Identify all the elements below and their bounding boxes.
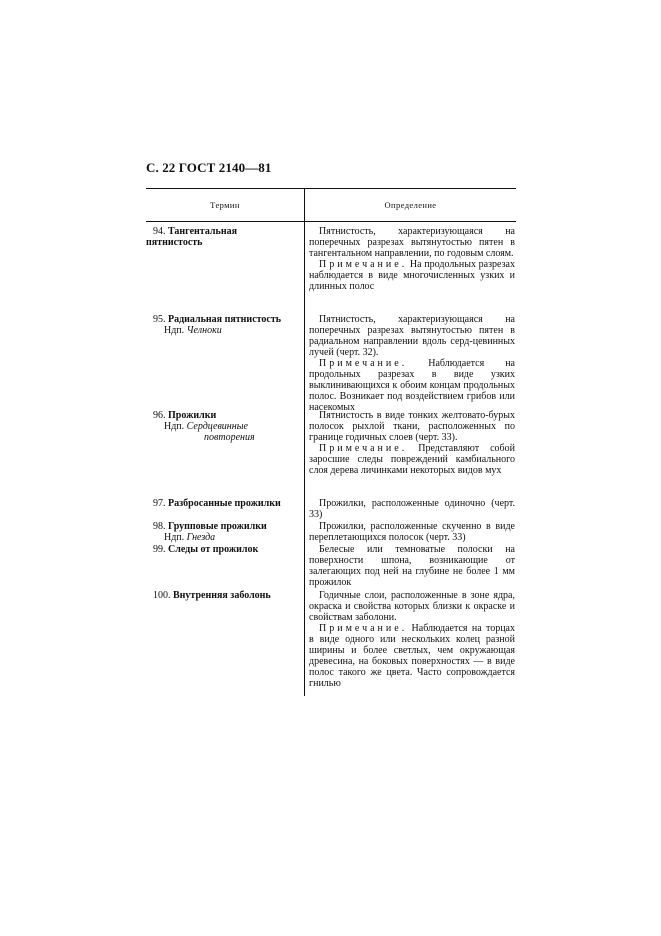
definition-cell: [309, 498, 515, 520]
note-label: Примечание.: [319, 259, 408, 270]
term-name-cont: пятнистость: [146, 237, 203, 248]
term-number: 99.: [153, 544, 166, 555]
column-header-definition: Определение: [384, 200, 437, 210]
term-number: 95.: [153, 314, 166, 325]
note-label: Примечание.: [319, 623, 408, 634]
definition-cell: [309, 544, 515, 588]
page-header: С. 22 ГОСТ 2140—81: [146, 160, 272, 175]
definition-cell: [309, 590, 515, 689]
note: [309, 443, 515, 476]
term-cell: [146, 314, 301, 336]
term-number: 100.: [153, 590, 171, 601]
term-cell: [146, 226, 301, 248]
definition-text: Прожилки, расположенные одиночно (черт. 33): [309, 498, 515, 520]
note: [309, 259, 515, 292]
ndp-label: Ндп.: [164, 532, 185, 543]
definition-cell: [309, 314, 515, 413]
definition-cell: [309, 410, 515, 476]
definition-text: Пятнистость в виде тонких желтовато-бурых полосок рыхлой ткани, расположенных по границе годичных слоев (черт. 33).: [309, 410, 515, 443]
definition-cell: [309, 226, 515, 292]
term-name: Групповые прожилки: [168, 521, 267, 532]
term-name: Разбросанные прожилки: [168, 498, 281, 509]
term-cell: [146, 498, 301, 509]
term-name: Следы от прожилок: [168, 544, 259, 555]
note: [309, 358, 515, 413]
term-number: 97.: [153, 498, 166, 509]
note-text: Представляют собой заросшие следы повреждений камбиального слоя дерева личинками некоторых видов мух: [309, 443, 515, 476]
ndp-label: Ндп.: [164, 421, 185, 432]
ndp-term: Сердцевинные: [186, 421, 248, 432]
column-header-term: Термин: [210, 200, 240, 210]
term-cell: [146, 521, 301, 543]
note-text: На продольных разрезах наблюдается в виде многочисленных узких и длинных полос: [309, 259, 515, 292]
term-cell: [146, 590, 301, 601]
definition-text: Пятнистость, характеризующаяся на поперечных разрезах вытянутостью пятен в тангентальном направлении, по годовым слоям.: [309, 226, 515, 259]
definition-text: Годичные слои, расположенные в зоне ядра, окраска и свойства которых близки к окраске и свойствам заболони.: [309, 590, 515, 623]
term-cell: [146, 410, 301, 443]
table-header-rule: [146, 221, 516, 222]
term-name: Прожилки: [168, 410, 217, 421]
term-number: 94.: [153, 226, 166, 237]
column-divider: [304, 188, 305, 696]
ndp-term-cont: повторения: [204, 432, 255, 443]
term-name: Радиальная пятнистость: [168, 314, 282, 325]
ndp-term: Челноки: [186, 325, 222, 336]
note-text: Наблюдается на торцах в виде одного или нескольких колец разной ширины и более светлых, чем окружающая древесина, на боковых поверхностях — в виде полос такого же цвета. Часто сопровождается гнилью: [309, 623, 515, 689]
term-number: 96.: [153, 410, 166, 421]
definition-cell: [309, 521, 515, 543]
definition-text: Прожилки, расположенные скученно в виде переплетающихся полосок (черт. 33): [309, 521, 515, 543]
definition-text: Пятнистость, характеризующаяся на поперечных разрезах вытянутостью пятен в радиальном направлении вдоль серд-цевинных лучей (черт. 32).: [309, 314, 515, 358]
ndp-label: Ндп.: [164, 325, 185, 336]
ndp-term: Гнезда: [186, 532, 216, 543]
note-label: Примечание.: [319, 358, 408, 369]
term-number: 98.: [153, 521, 166, 532]
table-top-rule: [146, 188, 516, 189]
definition-text: Белесые или темноватые полоски на поверхности шпона, возникающие от залегающих под ней на глубине не более 1 мм прожилок: [309, 544, 515, 588]
note: [309, 623, 515, 689]
note-text: Наблюдается на продольных разрезах в виде узких выклинивающихся к обоим концам продольных полос. Возникает под воздействием грибов или насекомых: [309, 358, 515, 413]
note-label: Примечание.: [319, 443, 408, 454]
term-name: Тангентальная: [168, 226, 237, 237]
term-cell: [146, 544, 301, 555]
term-name: Внутренняя заболонь: [173, 590, 271, 601]
